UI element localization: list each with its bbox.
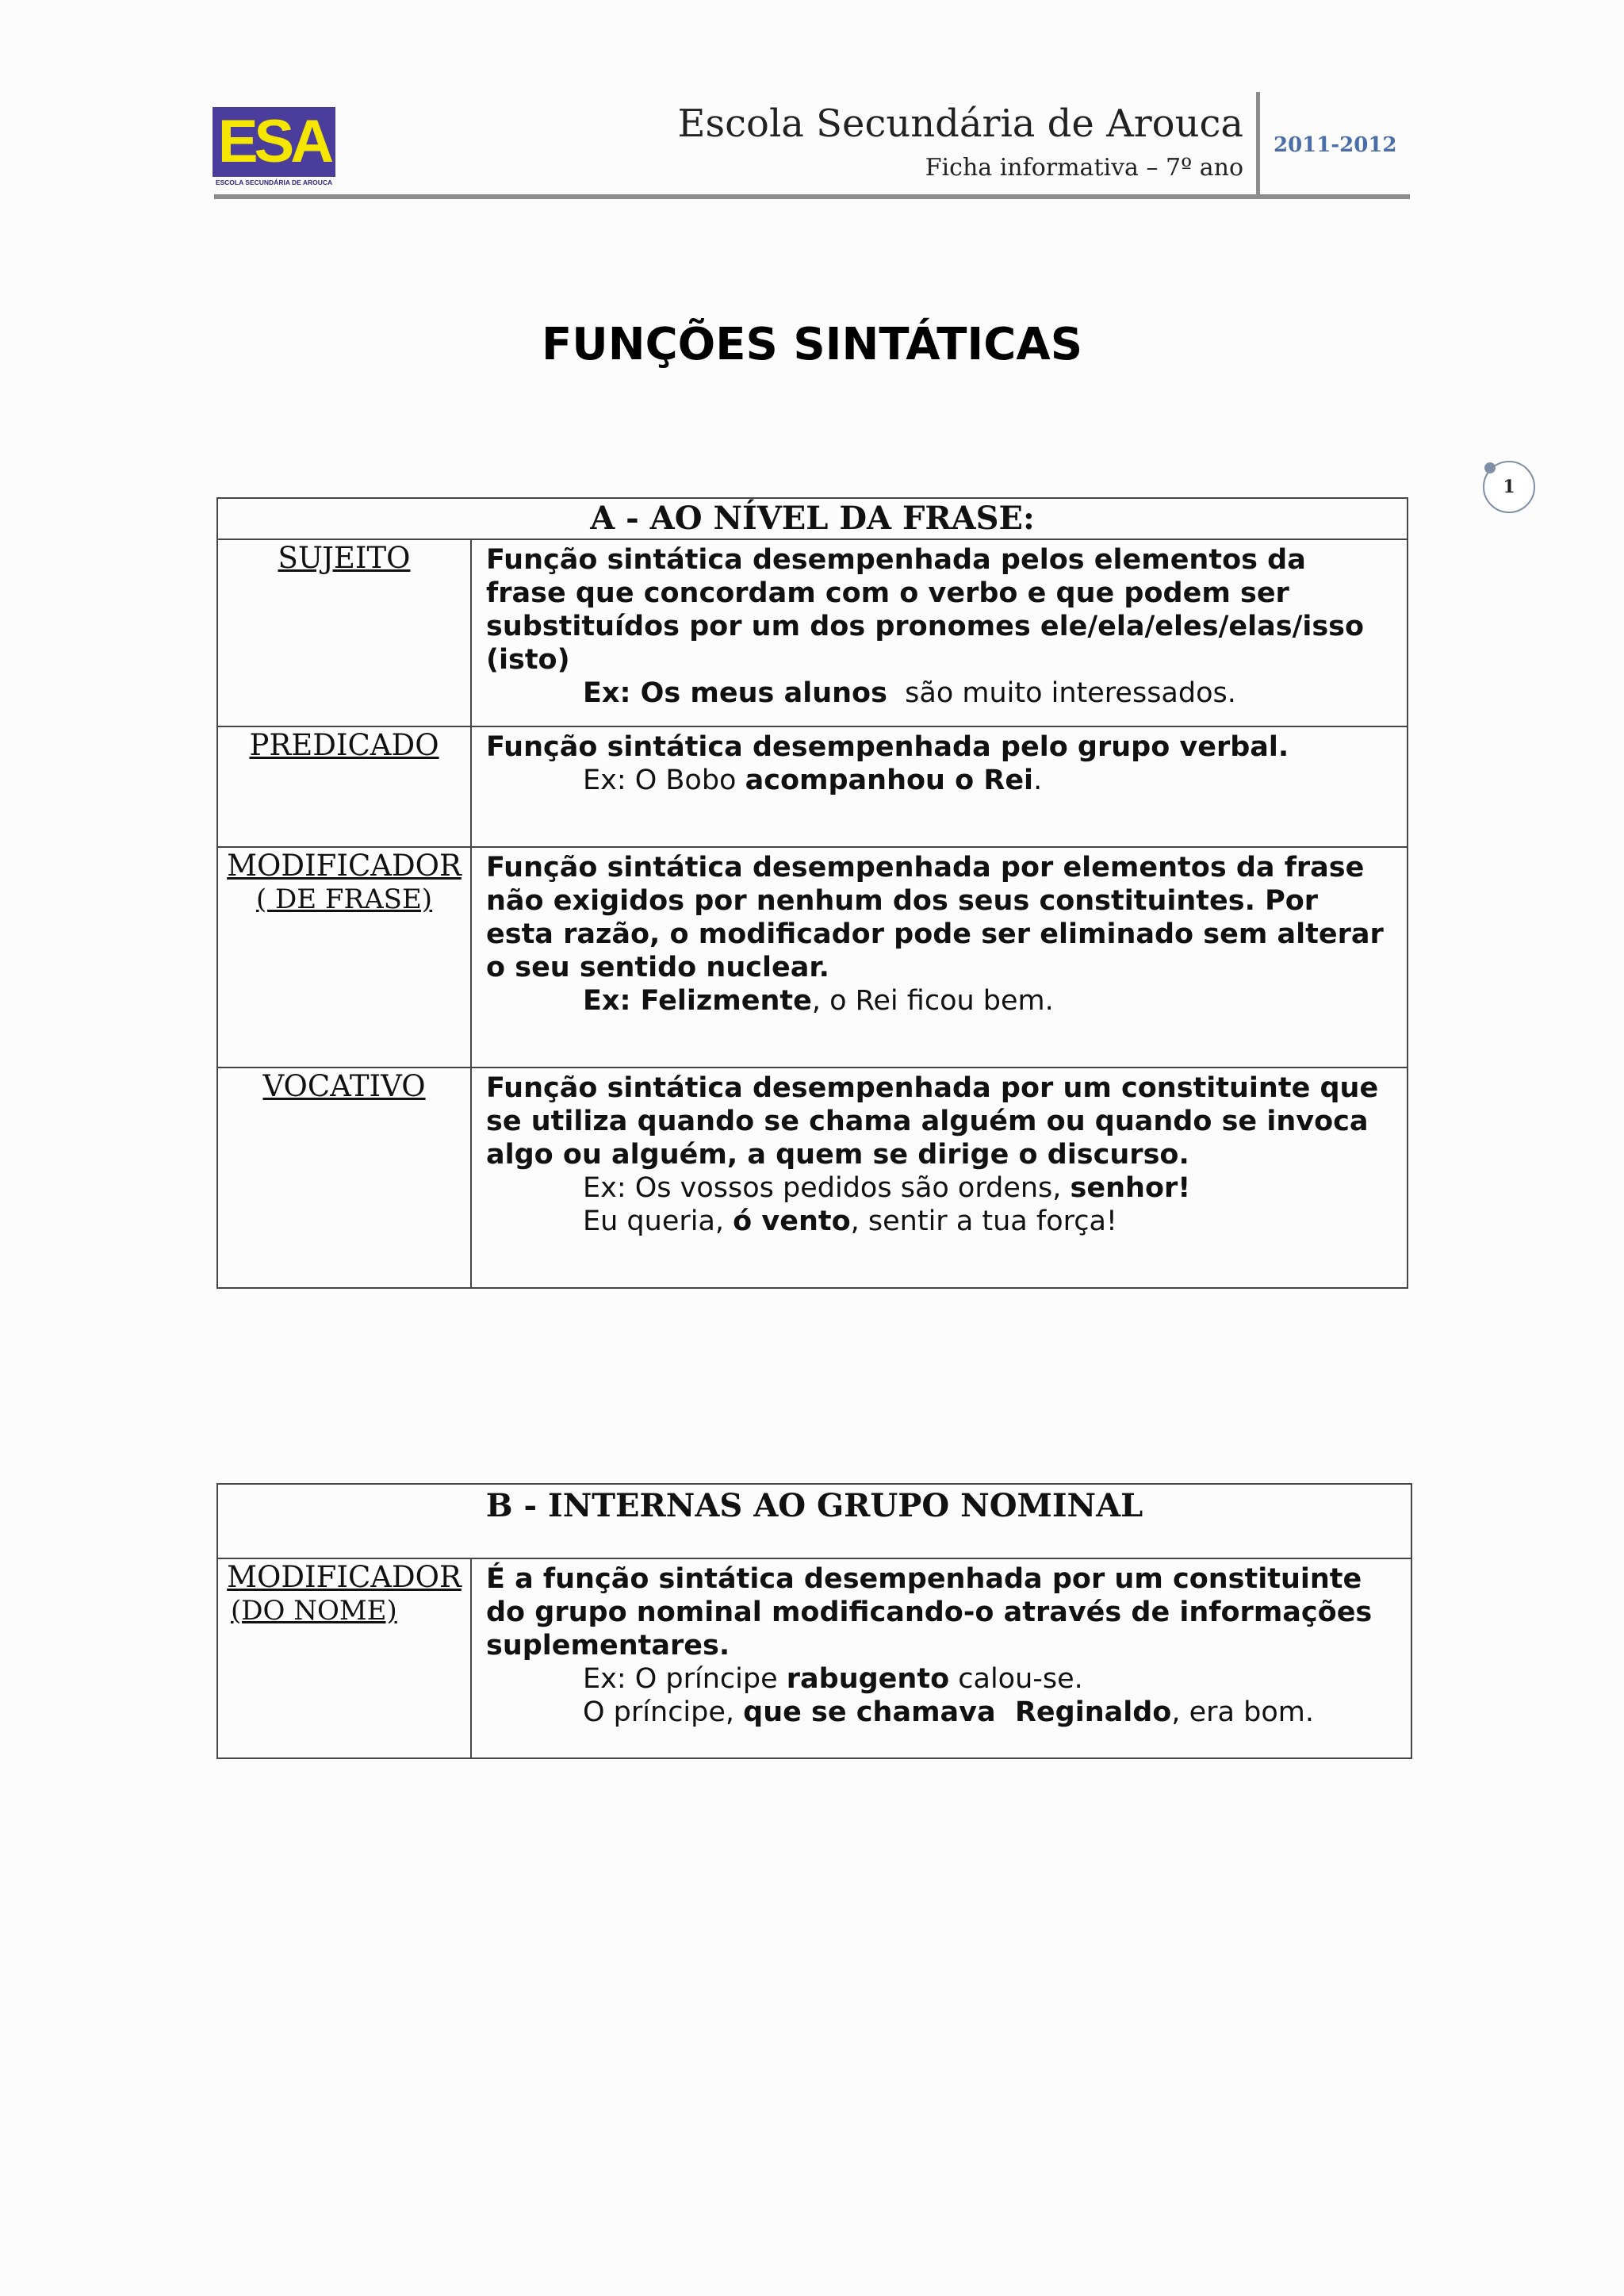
example-line — [583, 1171, 1392, 1205]
example-bold-text: ó vento — [733, 1205, 851, 1237]
section-a-header-cell — [217, 498, 1408, 539]
definition-text: Função sintática desempenhada por um constituinte que se utiliza quando se chama alguém ou quando se invoca algo ou alguém, a quem se dirige o discurso. — [486, 1072, 1379, 1171]
example-line — [583, 984, 1392, 1018]
definition-text: É a função sintática desempenhada por um constituinte do grupo nominal modificando-o através de informações suplementares. — [486, 1563, 1373, 1662]
example-line — [583, 677, 1392, 710]
example-bold-text: rabugento — [786, 1663, 950, 1695]
example-bold-text: Ex: Felizmente — [583, 985, 812, 1017]
document-subtitle: Ficha informativa – 7º ano — [925, 154, 1243, 182]
description-cell — [471, 1068, 1408, 1288]
table-row-predicado — [217, 726, 1408, 847]
table-row-modificador-nome — [217, 1558, 1411, 1758]
example-line — [583, 1205, 1392, 1238]
school-year: 2011-2012 — [1274, 133, 1397, 157]
label-cell — [217, 539, 471, 726]
school-name: Escola Secundária de Arouca — [677, 102, 1243, 146]
section-a-table — [216, 497, 1408, 1289]
example-text: . — [1033, 765, 1043, 796]
definition-text: Função sintática desempenhada por elementos da frase não exigidos por nenhum dos seus constituintes. Por esta razão, o modificador pode ser eliminado sem alterar o seu sentido nuclear. — [486, 852, 1384, 983]
row-label-secondary: (DO NOME) — [231, 1595, 397, 1627]
example-line — [583, 764, 1392, 797]
definition-text: Função sintática desempenhada pelos elementos da frase que concordam com o verbo e que podem ser substituídos por um dos pronomes ele/ela/eles/elas/isso (isto) — [486, 544, 1365, 676]
label-cell — [217, 1558, 471, 1758]
section-b-table — [216, 1483, 1412, 1759]
label-cell — [217, 847, 471, 1068]
example-line — [583, 1662, 1396, 1696]
description-cell — [471, 726, 1408, 847]
example-text: , era bom. — [1171, 1696, 1314, 1728]
page-number: 1 — [1483, 461, 1535, 513]
description-cell — [471, 539, 1408, 726]
row-label-secondary: ( DE FRASE) — [255, 884, 433, 915]
description-cell — [471, 847, 1408, 1068]
page-number-dot — [1484, 462, 1496, 473]
example-bold-text: Ex: Os meus alunos — [583, 677, 887, 709]
section-b-title: B - INTERNAS AO GRUPO NOMINAL — [485, 1487, 1143, 1524]
example-bold-text: senhor! — [1070, 1172, 1191, 1204]
row-label: VOCATIVO — [262, 1069, 426, 1103]
example-text: Ex: O Bobo — [583, 765, 745, 796]
label-cell — [217, 726, 471, 847]
logo-text: ESA — [217, 108, 331, 175]
example-bold-text: que se chamava Reginaldo — [743, 1696, 1172, 1728]
school-logo — [213, 107, 335, 189]
header-divider-horizontal — [214, 194, 1410, 199]
example-text: , sentir a tua força! — [850, 1205, 1117, 1237]
row-label: SUJEITO — [278, 541, 411, 575]
section-b-header-cell — [217, 1484, 1411, 1558]
example-text: Eu queria, — [583, 1205, 733, 1237]
table-row-modificador-frase — [217, 847, 1408, 1068]
example-bold-text: acompanhou o Rei — [745, 765, 1034, 796]
row-label: PREDICADO — [249, 728, 439, 762]
logo-subtext: ESCOLA SECUNDÁRIA DE AROUCA — [215, 178, 333, 186]
row-label: MODIFICADOR — [227, 1560, 462, 1594]
description-cell — [471, 1558, 1411, 1758]
row-label: MODIFICADOR — [227, 849, 462, 883]
example-text: , o Rei ficou bem. — [811, 985, 1054, 1017]
section-a-title: A - AO NÍVEL DA FRASE: — [590, 500, 1035, 537]
example-line — [583, 1696, 1396, 1729]
page-title: FUNÇÕES SINTÁTICAS — [541, 319, 1083, 370]
header-divider-vertical — [1256, 92, 1260, 197]
example-text: são muito interessados. — [887, 677, 1236, 709]
definition-text: Função sintática desempenhada pelo grupo verbal. — [486, 731, 1289, 763]
example-text: Ex: Os vossos pedidos são ordens, — [583, 1172, 1071, 1204]
table-row-sujeito — [217, 539, 1408, 726]
example-text: Ex: O príncipe — [583, 1663, 787, 1695]
example-text: calou-se. — [949, 1663, 1083, 1695]
example-text: O príncipe, — [583, 1696, 744, 1728]
table-row-vocativo — [217, 1068, 1408, 1288]
label-cell — [217, 1068, 471, 1288]
